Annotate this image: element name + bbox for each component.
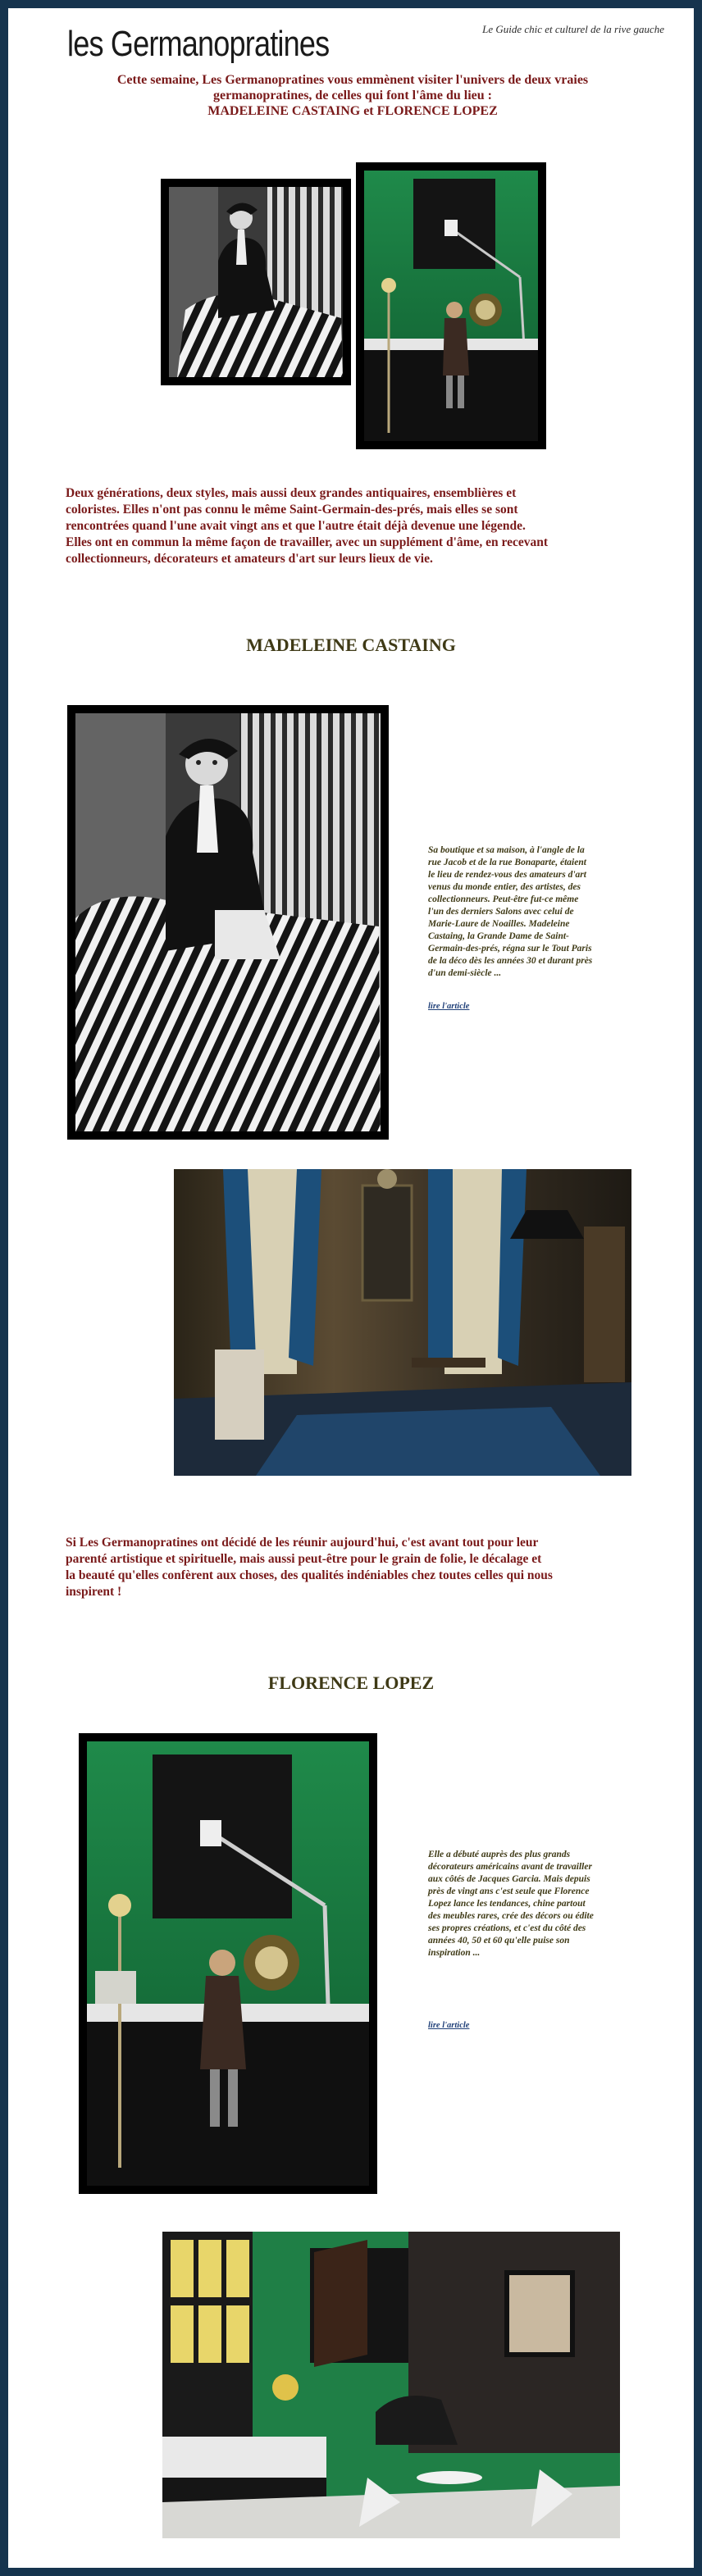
intro-line: Cette semaine, Les Germanopratines vous emmènent visiter l'univers de deux vraies	[116, 73, 589, 87]
lopez-portrait-large	[79, 1733, 377, 2194]
site-tagline: Le Guide chic et culturel de la rive gauche	[482, 23, 664, 35]
intro-paragraph: Deux générations, deux styles, mais aussi deux grandes antiquaires, ensemblières et coloristes. Elles n'ont pas connu le même Saint-Germain-des-prés, mais elles se sont rencontrées quand l'une avait vingt ans et que l'autre était déjà devenue une légende. Elles ont en commun la même façon de travailler, avec un supplément d'âme, en recevant collectionneurs, décorateurs et amateurs d'art sur leurs lieux de vie.	[66, 486, 549, 566]
lopez-interior-photo	[162, 2232, 620, 2538]
section-title-lopez: FLORENCE LOPEZ	[267, 1673, 435, 1693]
intro-line: germanopratines, de celles qui font l'âme du lieu :	[213, 89, 492, 102]
castaing-article-excerpt: Sa boutique et sa maison, à l'angle de la rue Jacob et de la rue Bonaparte, étaient le lieu de rendez-vous des amateurs d'art venus du monde entier, des artistes, des collectionneurs. Peut-être fut-ce même l'un des derniers Salons avec celui de Marie-Laure de Noailles. Madeleine Castaing, la Grande Dame de Saint- Germain-des-prés, régna sur le Tout Paris de la déco dès les années 30 et durant près d'un demi-siècle ...	[428, 845, 593, 978]
intro-text	[66, 72, 640, 119]
intro-line: MADELEINE CASTAING et FLORENCE LOPEZ	[207, 104, 498, 118]
page-sheet	[8, 8, 694, 2568]
castaing-read-more-link[interactable]: lire l'article	[428, 1002, 470, 1011]
lopez-article-excerpt: Elle a débuté auprès des plus grands décorateurs américains avant de travailler aux côtés de Jacques Garcia. Mais depuis près de vingt ans c'est seule que Florence Lopez lance les tendances, chine partout des meubles rares, crée des décors ou édite ses propres créations, et c'est du côté des années 40, 50 et 60 qu'elle puise son inspiration ...	[428, 1850, 594, 1958]
castaing-interior-photo	[174, 1169, 631, 1476]
lopez-read-more-link[interactable]: lire l'article	[428, 2021, 470, 2030]
lopez-portrait-small	[356, 162, 546, 449]
section-title-castaing: MADELEINE CASTAING	[246, 635, 456, 655]
site-logo[interactable]: les Germanopratines	[67, 24, 330, 64]
bridge-paragraph: Si Les Germanopratines ont décidé de les réunir aujourd'hui, c'est avant tout pour leur parenté artistique et spirituelle, mais aussi peut-être pour le grain de folie, le décalage et la beauté qu'elles confèrent aux choses, des qualités indéniables chez toutes celles qui nous inspirent !	[66, 1536, 553, 1599]
castaing-portrait-small	[161, 179, 351, 385]
castaing-portrait-large	[67, 705, 389, 1140]
